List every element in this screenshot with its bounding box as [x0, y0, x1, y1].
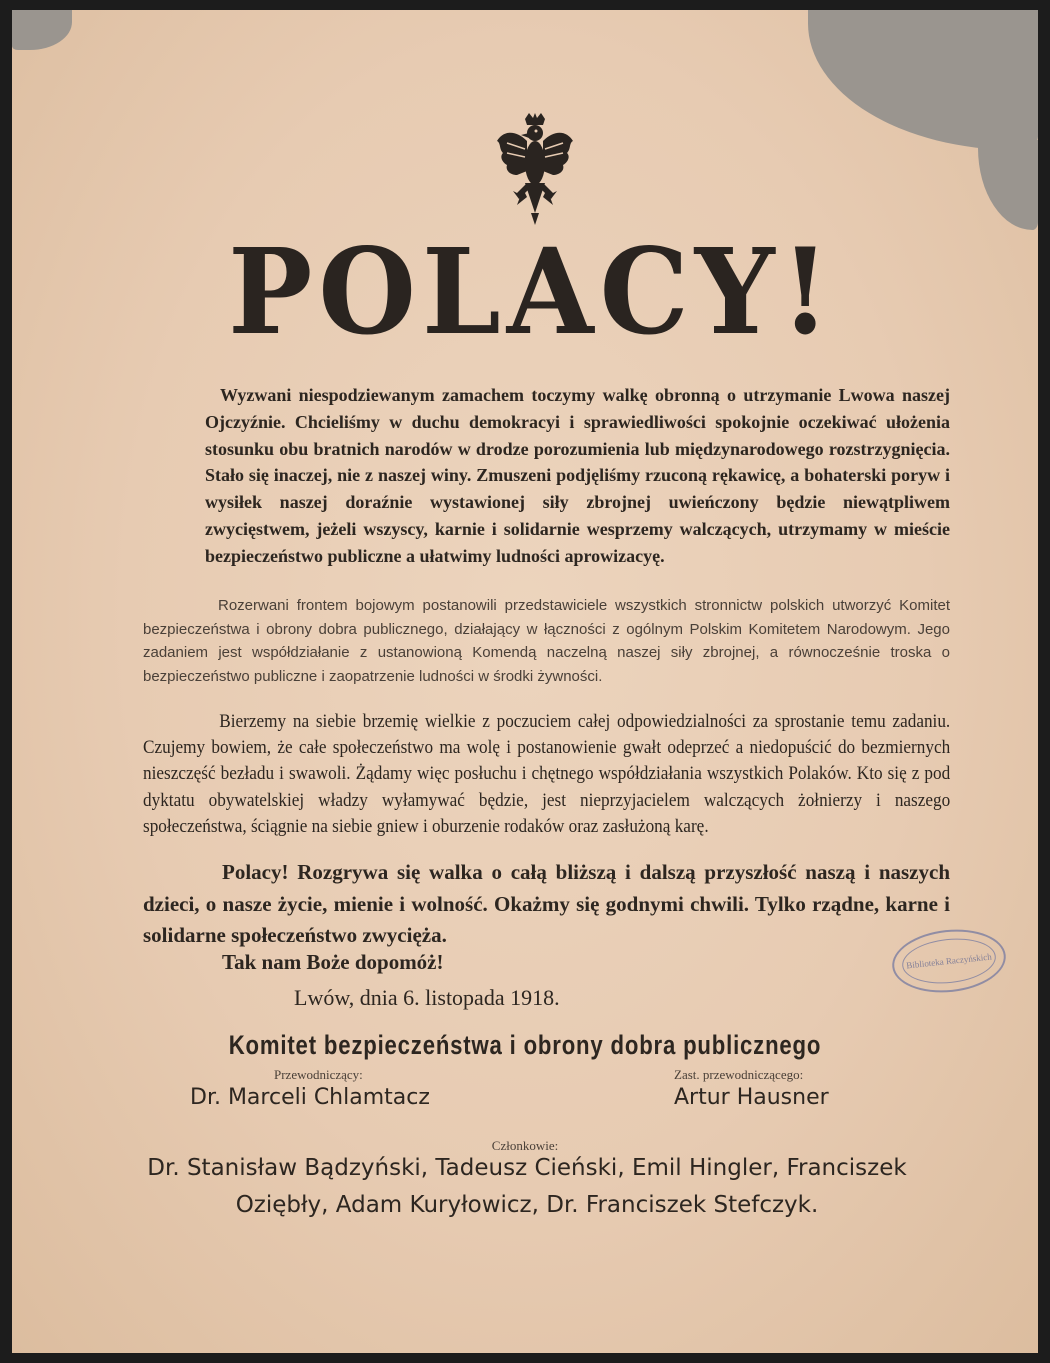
dateline: Lwów, dnia 6. listopada 1918.	[294, 985, 560, 1010]
torn-corner-top-right	[808, 10, 1038, 150]
members-label: Członkowie:	[491, 1138, 559, 1153]
paragraph-2: Rozerwani frontem bojowym postanowili przedstawiciele wszystkich stronnictw polskich utworzyć Komitet bezpieczeństwa i obrony dobra publicznego, działający w łączności z ogólnym Polskim Komitetem Narodowym. Jego zadaniem jest współdziałanie z ustanowioną Komendą naczelną naszej siły zbrojnej, a równocześnie troska o bezpieczeństwo publiczne i zaopatrzenie ludności w środki żywności.	[143, 597, 950, 685]
torn-edge-right	[978, 140, 1038, 230]
committee-name: Komitet bezpieczeństwa i obrony dobra publicznego	[228, 1030, 822, 1060]
eagle-emblem-icon	[495, 113, 575, 225]
paragraph-1: Wyzwani niespodziewanym zamachem toczymy walkę obronną o utrzymanie Lwowa naszej Ojczyźnie. Chcieliśmy w duchu demokracyi i sprawiedliwości spokojnie oczekiwać ułożenia stosunku obu bratnich narodów w drodze porozumienia lub międzynarodowego rozstrzygnięcia. Stało się inaczej, nie z naszej winy. Zmuszeni podjęliśmy rzuconą rękawicę, a bohaterski poryw i wysiłek naszej doraźnie wystawionej siły zbrojnej uwieńczony będzie niewątpliwem zwycięstwem, jeżeli wszyscy, karnie i solidarnie wesprzemy walczących, utrzymamy w mieście bezpieczeństwo publiczne a ułatwimy ludności aprowizacyę.	[205, 385, 950, 566]
chairman-name: Dr. Marceli Chlamtacz	[190, 1085, 430, 1110]
chairman-role: Przewodniczący:	[274, 1067, 363, 1082]
deputy-role: Zast. przewodniczącego:	[674, 1067, 804, 1082]
paragraph-3: Bierzemy na siebie brzemię wielkie z poczuciem całej odpowiedzialności za sprostanie temu zadaniu. Czujemy bowiem, że całe społeczeństwo ma wolę i postanowienie gwałt odeprzeć a niedopuścić do bezmiernych nieszczęść bezładu i swawoli. Żądamy więc posłuchu i chętnego współdziałania wszystkich Polaków. Kto się z pod dyktatu obywatelskiej władzy wyłamywać będzie, jest nieprzyjacielem walczących żołnierzy i naszego społeczeństwa, ściągnie na siebie gniew i oburzenie rodaków oraz zasłużoną karę.	[143, 712, 951, 837]
deputy-name: Artur Hausner	[674, 1085, 829, 1110]
torn-corner-top-left	[12, 10, 72, 50]
closing-invocation: Tak nam Boże dopomóż!	[222, 950, 444, 974]
poster-headline: POLACY!	[228, 223, 836, 362]
library-stamp-text: Biblioteka Raczyńskich	[900, 934, 998, 988]
poster-sheet	[12, 10, 1038, 1353]
members-list: Dr. Stanisław Bądzyński, Tadeusz Cieński, Emil Hingler, Franciszek Oziębły, Adam Kuryłowicz, Dr. Franciszek Stefczyk.	[147, 1155, 907, 1218]
paragraph-4: Polacy! Rozgrywa się walka o całą bliższą i dalszą przyszłość naszą i naszych dzieci, o nasze życie, mienie i wolność. Okażmy się godnymi chwili. Tylko rządne, karne i solidarne społeczeństwo zwycięża.	[143, 860, 950, 947]
